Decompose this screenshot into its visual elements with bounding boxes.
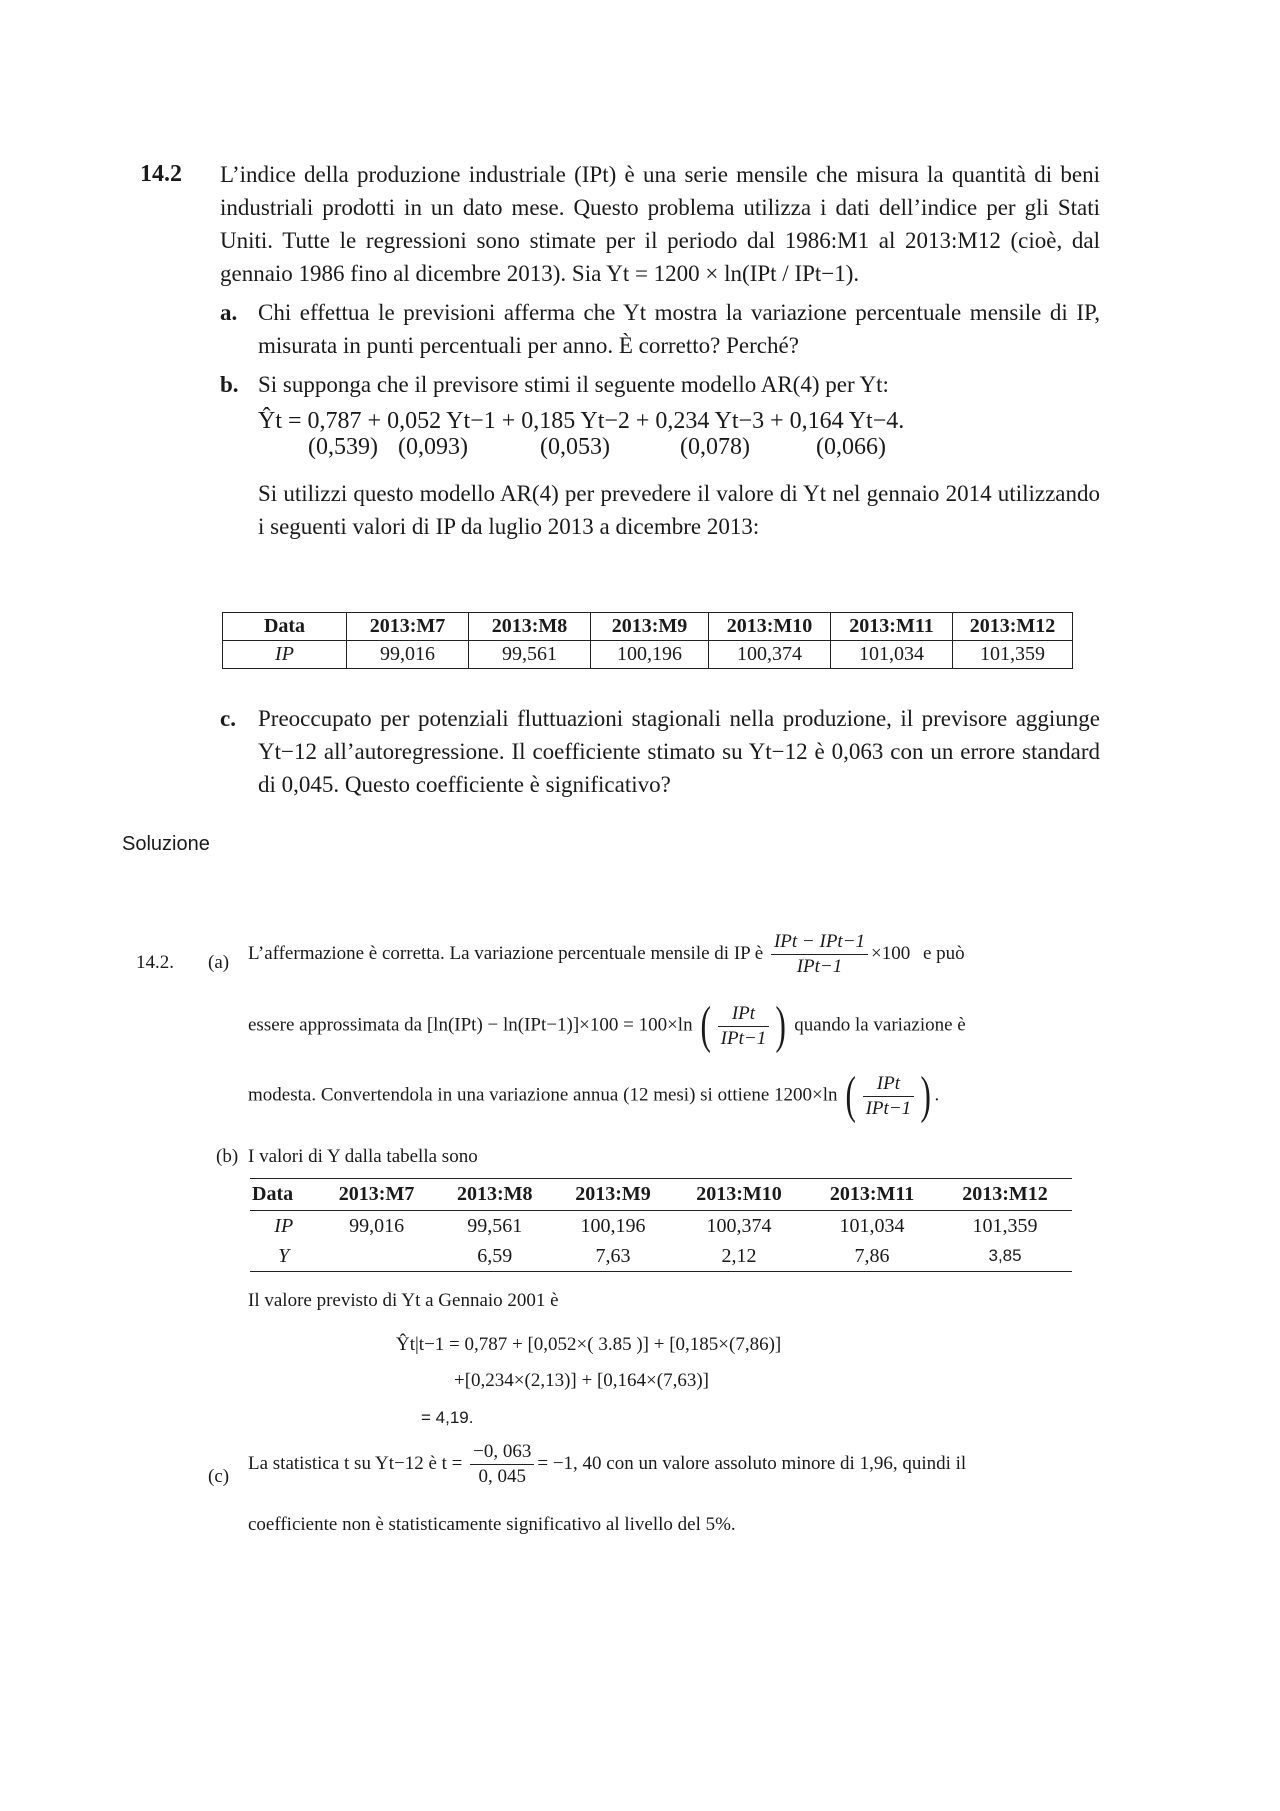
- part-c-label: c.: [220, 706, 236, 731]
- table-header-row: [223, 613, 1073, 641]
- row-label-ip: IP: [223, 641, 347, 669]
- sol-c-post: = −1, 40 con un valore assoluto minore di 1,96, quindi il: [537, 1452, 967, 1474]
- table-header: 2013:M12: [953, 613, 1073, 641]
- ar4-equation-main: Ŷt = 0,787 + 0,052 Yt−1 + 0,185 Yt−2 + 0,234 Yt−3 + 0,164 Yt−4.: [258, 408, 905, 434]
- sol-a-line2-end: quando la variazione è: [794, 1014, 966, 1036]
- part-a-label: a.: [220, 300, 238, 325]
- table-cell: 100,374: [706, 1214, 772, 1237]
- row-label-y: Y: [250, 1241, 317, 1272]
- fraction-denominator: IPt−1: [865, 1097, 912, 1119]
- forecast-calc-2: +[0,234×(2,13)] + [0,164×(7,63)]: [454, 1370, 709, 1391]
- table-header: 2013:M10: [672, 1179, 806, 1211]
- problem-intro: L’indice della produzione industriale (IPt) è una serie mensile che misura la quantità di beni industriali prodotti in un dato mese. Questo problema utilizza i dati dell’indice per gli Stati Uniti. Tutte le regressioni sono stimate per il periodo dal 1986:M1 al 2013:M12 (cioè, dal gennaio 1986 fino al dicembre 2013). Sia Yt = 1200 × ln(IPt / IPt−1).: [220, 162, 1100, 286]
- problem-part-a: [220, 296, 1100, 362]
- solution-title: Soluzione: [122, 833, 210, 855]
- sol-b-label: (b): [216, 1146, 239, 1167]
- table-cell: 7,86: [806, 1241, 938, 1272]
- sol-a-line3-end: .: [934, 1084, 940, 1106]
- problem-part-b: [220, 368, 1100, 543]
- fraction-numerator: IPt − IPt−1: [771, 930, 868, 955]
- log-ratio-fraction: [863, 1072, 915, 1121]
- table-cell: 99,561: [467, 1214, 523, 1237]
- sol-a-line2-text: essere approssimata da [ln(IPt) − ln(IPt−1)]×100 = 100×ln: [248, 1014, 693, 1036]
- ip-data-table: [222, 612, 1073, 669]
- table-row: [250, 1241, 1072, 1272]
- table-header: 2013:M9: [591, 613, 709, 641]
- table-header: 2013:M9: [554, 1179, 672, 1211]
- sol-a-line1-end: e può: [923, 942, 965, 964]
- table-header: Data: [223, 613, 347, 641]
- fraction-numerator: IPt: [863, 1072, 915, 1097]
- problem-part-c: [220, 702, 1100, 801]
- se-intercept: (0,539): [308, 434, 378, 460]
- problem-part-c-block: [140, 702, 1100, 801]
- problem-number: 14.2: [140, 161, 182, 187]
- fraction-denominator: IPt−1: [796, 956, 843, 977]
- table-cell: 99,016: [349, 1214, 405, 1237]
- forecast-calc-1: Ŷt|t−1 = 0,787 + [0,052×( 3.85 )] + [0,185×(7,86)]: [396, 1334, 782, 1355]
- times-100: ×100: [871, 942, 911, 964]
- sol-a-line2: [248, 997, 966, 1054]
- sol-a-line3-text: modesta. Convertendola in una variazione annua (12 mesi) si ottiene 1200×ln: [248, 1084, 838, 1106]
- part-b-text: Si supponga che il previsore stimi il seguente modello AR(4) per Yt:: [258, 372, 889, 397]
- row-label-ip: IP: [274, 1214, 294, 1237]
- se-lag4: (0,066): [816, 434, 886, 460]
- t-stat-fraction: [470, 1440, 534, 1489]
- table-cell: [317, 1241, 435, 1272]
- table-cell: 101,034: [831, 641, 953, 669]
- table-cell: 100,196: [591, 641, 709, 669]
- ar4-equation: [258, 405, 1100, 469]
- part-c-text: Preoccupato per potenziali fluttuazioni stagionali nella produzione, il previsore aggiunge Yt−12 all’autoregressione. Il coefficiente stimato su Yt−12 è 0,063 con un errore standard di 0,045. Questo coefficiente è significativo?: [258, 706, 1100, 797]
- table-cell: 2,12: [672, 1241, 806, 1272]
- table-header: 2013:M11: [831, 613, 953, 641]
- left-paren: (: [700, 997, 712, 1054]
- sol-c-label: (c): [208, 1466, 230, 1487]
- table-header: 2013:M7: [317, 1179, 435, 1211]
- table-header: 2013:M7: [347, 613, 469, 641]
- table-cell: 99,561: [469, 641, 591, 669]
- sol-c-pre: La statistica t su Yt−12 è t =: [248, 1452, 463, 1474]
- fraction-denominator: 0, 045: [478, 1466, 526, 1487]
- table-row: [223, 641, 1073, 669]
- table-cell: 101,359: [953, 641, 1073, 669]
- sol-a-line1-text: L’affermazione è corretta. La variazione percentuale mensile di IP è: [248, 942, 764, 964]
- sol-c-line1: [248, 1440, 966, 1489]
- table-cell: 100,374: [709, 641, 831, 669]
- forecast-result: = 4,19.: [421, 1408, 474, 1427]
- table-header: Data: [250, 1179, 317, 1211]
- table-cell: 101,034: [839, 1214, 905, 1237]
- forecast-intro: Il valore previsto di Yt a Gennaio 2001 è: [248, 1290, 559, 1311]
- table-header-row: [250, 1179, 1072, 1211]
- fraction-numerator: −0, 063: [470, 1440, 534, 1465]
- se-lag3: (0,078): [680, 434, 750, 460]
- table-cell: 101,359: [972, 1214, 1038, 1237]
- solution-number: 14.2.: [136, 952, 174, 973]
- fraction-denominator: IPt−1: [720, 1027, 767, 1049]
- table-cell: 100,196: [580, 1214, 646, 1237]
- sol-a-line3: [248, 1067, 940, 1124]
- table-header: 2013:M10: [709, 613, 831, 641]
- table-header: 2013:M8: [436, 1179, 554, 1211]
- table-cell: 99,016: [347, 641, 469, 669]
- right-paren: ): [920, 1067, 932, 1124]
- fraction-numerator: IPt: [718, 1002, 770, 1027]
- sol-a-label: (a): [208, 952, 230, 973]
- sol-c-line2: coefficiente non è statisticamente significativo al livello del 5%.: [248, 1514, 736, 1535]
- table-header: 2013:M8: [469, 613, 591, 641]
- se-lag2: (0,053): [540, 434, 610, 460]
- table-header: 2013:M11: [806, 1179, 938, 1211]
- log-ratio-fraction: [718, 1002, 770, 1051]
- se-lag1: (0,093): [398, 434, 468, 460]
- part-a-text: Chi effettua le previsioni afferma che Yt mostra la variazione percentuale mensile di IP, misurata in punti percentuali per anno. È corretto? Perché?: [258, 300, 1100, 358]
- y-values-table: [250, 1178, 1072, 1272]
- problem-block: [140, 158, 1100, 543]
- pct-change-fraction: [771, 930, 868, 979]
- part-b-label: b.: [220, 372, 239, 397]
- table-cell: 7,63: [554, 1241, 672, 1272]
- table-cell: 6,59: [436, 1241, 554, 1272]
- right-paren: ): [775, 997, 787, 1054]
- table-header: 2013:M12: [938, 1179, 1072, 1211]
- table-row: [250, 1211, 1072, 1242]
- sol-b-line: I valori di Y dalla tabella sono: [248, 1146, 478, 1167]
- table-cell: 3,85: [938, 1241, 1072, 1272]
- left-paren: (: [845, 1067, 857, 1124]
- part-b-text2: Si utilizzi questo modello AR(4) per prevedere il valore di Yt nel gennaio 2014 utilizzando i seguenti valori di IP da luglio 2013 a dicembre 2013:: [258, 481, 1100, 539]
- sol-a-line1: [248, 930, 965, 979]
